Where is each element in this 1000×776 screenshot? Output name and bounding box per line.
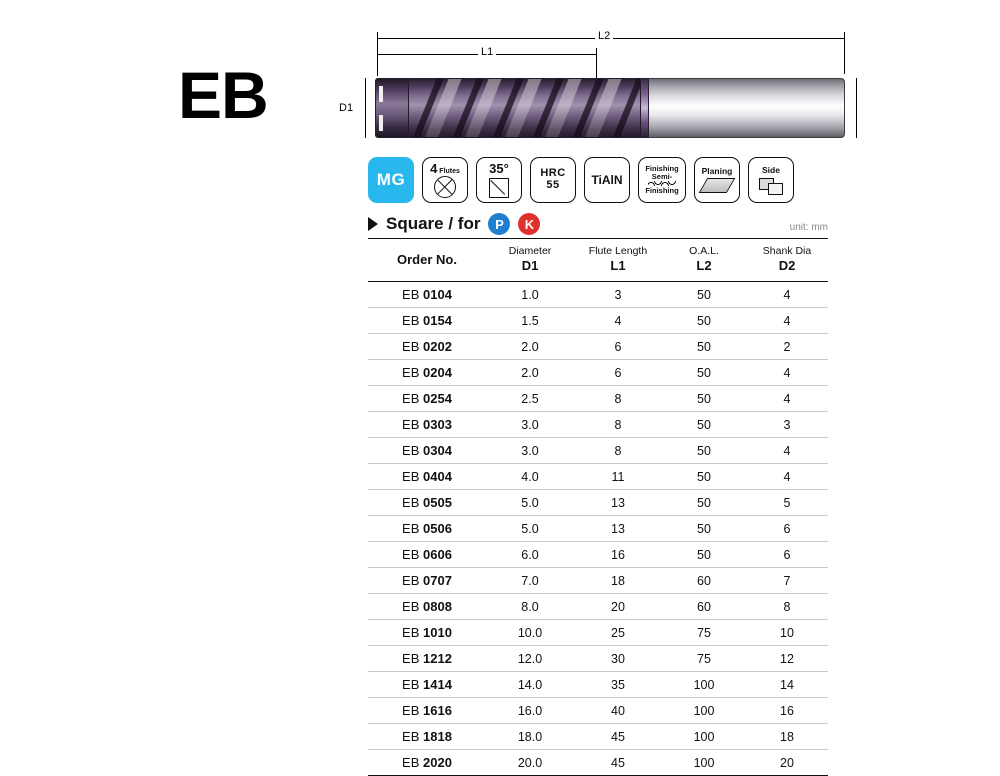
- l1-tick-right: [596, 48, 597, 82]
- cell-flute-length: 4: [574, 308, 662, 334]
- cell-flute-length: 30: [574, 646, 662, 672]
- cell-order-no: [368, 386, 486, 412]
- cell-diameter: 1.0: [486, 282, 574, 308]
- side-icon: [748, 157, 794, 203]
- material-badge-k: K: [518, 213, 540, 235]
- order-prefix: EB: [402, 729, 420, 745]
- cell-shank-dia: 4: [746, 282, 828, 308]
- cell-order-no: [368, 490, 486, 516]
- table-row: [368, 334, 828, 360]
- planing-label: Planing: [701, 165, 733, 176]
- cell-order-no: [368, 542, 486, 568]
- cell-flute-length: 35: [574, 672, 662, 698]
- tool-drawing: [330, 20, 850, 155]
- table-row: [368, 516, 828, 542]
- cell-flute-length: 20: [574, 594, 662, 620]
- cell-shank-dia: 6: [746, 542, 828, 568]
- material-badge-p: P: [488, 213, 510, 235]
- order-prefix: EB: [402, 287, 420, 303]
- order-prefix: EB: [402, 677, 420, 693]
- table-row: [368, 594, 828, 620]
- cell-order-no: [368, 412, 486, 438]
- cell-diameter: 4.0: [486, 464, 574, 490]
- cell-order-no: [368, 464, 486, 490]
- table-row: [368, 542, 828, 568]
- order-prefix: EB: [402, 443, 420, 459]
- order-prefix: EB: [402, 651, 420, 667]
- table-row: [368, 490, 828, 516]
- header-flute-length: [574, 239, 662, 282]
- order-code: 0404: [423, 469, 452, 485]
- cell-diameter: 16.0: [486, 698, 574, 724]
- shank: [645, 78, 845, 138]
- table-row: [368, 386, 828, 412]
- flute-body: [405, 78, 641, 138]
- table-row: [368, 282, 828, 308]
- order-code: 0606: [423, 547, 452, 563]
- cell-shank-dia: 5: [746, 490, 828, 516]
- unit-note: unit: mm: [789, 222, 828, 233]
- feature-icon-row: [368, 157, 794, 203]
- order-code: 0254: [423, 391, 452, 407]
- order-code: 2020: [423, 755, 452, 771]
- header-oal-code: L2: [696, 258, 712, 274]
- cell-flute-length: 8: [574, 412, 662, 438]
- finishing-label-1: Finishing: [645, 163, 679, 173]
- cell-oal: 50: [662, 412, 746, 438]
- cell-flute-length: 13: [574, 490, 662, 516]
- order-prefix: EB: [402, 547, 420, 563]
- cell-order-no: [368, 724, 486, 750]
- table-row: [368, 724, 828, 750]
- header-shank-dia-top: Shank Dia: [762, 245, 812, 257]
- cell-flute-length: 18: [574, 568, 662, 594]
- l1-label: L1: [478, 46, 496, 58]
- cell-shank-dia: 14: [746, 672, 828, 698]
- order-prefix: EB: [402, 625, 420, 641]
- cell-diameter: 5.0: [486, 490, 574, 516]
- cell-flute-length: 45: [574, 750, 662, 776]
- cell-diameter: 3.0: [486, 438, 574, 464]
- order-code: 0104: [423, 287, 452, 303]
- cell-oal: 50: [662, 464, 746, 490]
- finishing-label-2: Semi-: [651, 171, 673, 181]
- cell-shank-dia: 18: [746, 724, 828, 750]
- header-order-no: Order No.: [368, 239, 486, 282]
- cell-order-no: [368, 568, 486, 594]
- cell-diameter: 18.0: [486, 724, 574, 750]
- planing-glyph-icon: [699, 178, 736, 193]
- order-prefix: EB: [402, 755, 420, 771]
- flute-cross-section-icon: [434, 176, 456, 198]
- finishing-icon: [638, 157, 686, 203]
- table-row: [368, 620, 828, 646]
- mg-badge-label: MG: [376, 170, 406, 190]
- header-flute-length-code: L1: [610, 258, 626, 274]
- hardness-icon: [530, 157, 576, 203]
- d1-dimension-line: [365, 78, 366, 138]
- table-row: [368, 568, 828, 594]
- cell-flute-length: 45: [574, 724, 662, 750]
- cell-order-no: [368, 308, 486, 334]
- cell-flute-length: 13: [574, 516, 662, 542]
- table-row: [368, 646, 828, 672]
- order-code: 1818: [423, 729, 452, 745]
- cell-oal: 75: [662, 620, 746, 646]
- order-prefix: EB: [402, 495, 420, 511]
- cell-oal: 100: [662, 672, 746, 698]
- coating-label: TiAlN: [591, 172, 623, 187]
- cell-diameter: 2.5: [486, 386, 574, 412]
- cell-shank-dia: 3: [746, 412, 828, 438]
- d1-label: D1: [336, 102, 356, 114]
- table-header-row: [368, 239, 828, 282]
- order-prefix: EB: [402, 313, 420, 329]
- order-prefix: EB: [402, 365, 420, 381]
- cell-order-no: [368, 594, 486, 620]
- hardness-value: 55: [546, 179, 560, 191]
- header-diameter: [486, 239, 574, 282]
- table-row: [368, 412, 828, 438]
- cell-flute-length: 25: [574, 620, 662, 646]
- l2-label: L2: [595, 30, 613, 42]
- cell-oal: 100: [662, 724, 746, 750]
- header-oal: [662, 239, 746, 282]
- header-oal-top: O.A.L.: [689, 245, 719, 257]
- cell-oal: 100: [662, 698, 746, 724]
- flutes-icon: [422, 157, 468, 203]
- l2-tick-right: [844, 32, 845, 74]
- cell-order-no: [368, 620, 486, 646]
- order-prefix: EB: [402, 573, 420, 589]
- order-prefix: EB: [402, 469, 420, 485]
- cell-shank-dia: 16: [746, 698, 828, 724]
- header-diameter-top: Diameter: [508, 245, 552, 257]
- order-code: 1212: [423, 651, 452, 667]
- order-code: 0707: [423, 573, 452, 589]
- triangle-bullet-icon: [368, 217, 378, 231]
- cell-shank-dia: 6: [746, 516, 828, 542]
- cell-diameter: 1.5: [486, 308, 574, 334]
- cell-oal: 100: [662, 750, 746, 776]
- order-code: 0204: [423, 365, 452, 381]
- cell-diameter: 2.0: [486, 334, 574, 360]
- cell-shank-dia: 12: [746, 646, 828, 672]
- order-prefix: EB: [402, 391, 420, 407]
- order-code: 0505: [423, 495, 452, 511]
- cell-diameter: 2.0: [486, 360, 574, 386]
- order-prefix: EB: [402, 339, 420, 355]
- cell-order-no: [368, 672, 486, 698]
- coating-icon: [584, 157, 630, 203]
- cell-oal: 50: [662, 490, 746, 516]
- header-shank-dia: [746, 239, 828, 282]
- end-mill-illustration: [375, 78, 845, 138]
- cell-order-no: [368, 516, 486, 542]
- cell-order-no: [368, 698, 486, 724]
- section-title: Square / for: [386, 214, 481, 233]
- order-code: 1010: [423, 625, 452, 641]
- hardness-unit: HRC: [540, 167, 566, 180]
- cell-diameter: 20.0: [486, 750, 574, 776]
- mg-badge-icon: [368, 157, 414, 203]
- cell-oal: 50: [662, 334, 746, 360]
- cell-oal: 50: [662, 386, 746, 412]
- cell-diameter: 5.0: [486, 516, 574, 542]
- cell-flute-length: 40: [574, 698, 662, 724]
- flutes-label: Flutes: [439, 167, 460, 175]
- specification-table: [368, 238, 828, 776]
- cell-shank-dia: 4: [746, 386, 828, 412]
- order-prefix: EB: [402, 599, 420, 615]
- table-row: [368, 464, 828, 490]
- cell-oal: 50: [662, 516, 746, 542]
- cell-oal: 50: [662, 308, 746, 334]
- cell-shank-dia: 4: [746, 438, 828, 464]
- cell-order-no: [368, 438, 486, 464]
- cell-order-no: [368, 282, 486, 308]
- order-code: 0808: [423, 599, 452, 615]
- d2-dimension-line: [856, 78, 857, 138]
- header-shank-dia-code: D2: [778, 258, 796, 274]
- section-heading: [368, 213, 540, 235]
- cell-order-no: [368, 334, 486, 360]
- helix-angle-label: 35°: [489, 161, 509, 177]
- cell-flute-length: 11: [574, 464, 662, 490]
- cell-flute-length: 6: [574, 334, 662, 360]
- cell-shank-dia: 7: [746, 568, 828, 594]
- cell-flute-length: 8: [574, 438, 662, 464]
- cell-diameter: 12.0: [486, 646, 574, 672]
- table-row: [368, 698, 828, 724]
- table-row: [368, 360, 828, 386]
- cell-oal: 60: [662, 594, 746, 620]
- order-prefix: EB: [402, 703, 420, 719]
- cell-diameter: 3.0: [486, 412, 574, 438]
- cell-diameter: 10.0: [486, 620, 574, 646]
- cell-order-no: [368, 646, 486, 672]
- cell-diameter: 6.0: [486, 542, 574, 568]
- cell-shank-dia: 4: [746, 360, 828, 386]
- order-code: 0304: [423, 443, 452, 459]
- order-code: 0202: [423, 339, 452, 355]
- cell-flute-length: 16: [574, 542, 662, 568]
- order-code: 1414: [423, 677, 452, 693]
- header-diameter-code: D1: [521, 258, 539, 274]
- cell-oal: 50: [662, 360, 746, 386]
- helix-angle-icon: [476, 157, 522, 203]
- series-title: EB: [178, 58, 268, 132]
- order-code: 1616: [423, 703, 452, 719]
- table-row: [368, 308, 828, 334]
- order-prefix: EB: [402, 521, 420, 537]
- cell-order-no: [368, 750, 486, 776]
- table-row: [368, 750, 828, 776]
- cell-oal: 50: [662, 438, 746, 464]
- order-code: 0506: [423, 521, 452, 537]
- cell-flute-length: 8: [574, 386, 662, 412]
- cell-diameter: 8.0: [486, 594, 574, 620]
- side-label: Side: [762, 165, 780, 176]
- planing-icon: [694, 157, 740, 203]
- cell-shank-dia: 8: [746, 594, 828, 620]
- table-row: [368, 438, 828, 464]
- cell-diameter: 14.0: [486, 672, 574, 698]
- l1-tick-left: [377, 48, 378, 76]
- cell-shank-dia: 2: [746, 334, 828, 360]
- cell-oal: 50: [662, 542, 746, 568]
- finishing-label-3: Finishing: [645, 186, 679, 196]
- order-prefix: EB: [402, 417, 420, 433]
- table-row: [368, 672, 828, 698]
- cell-shank-dia: 4: [746, 464, 828, 490]
- flutes-count: 4: [430, 160, 438, 176]
- cell-shank-dia: 4: [746, 308, 828, 334]
- cell-flute-length: 6: [574, 360, 662, 386]
- cell-oal: 60: [662, 568, 746, 594]
- side-glyph-icon: [759, 178, 783, 194]
- cell-diameter: 7.0: [486, 568, 574, 594]
- cell-order-no: [368, 360, 486, 386]
- angle-glyph-icon: [489, 178, 509, 198]
- order-code: 0154: [423, 313, 452, 329]
- cell-oal: 50: [662, 282, 746, 308]
- cell-shank-dia: 20: [746, 750, 828, 776]
- order-code: 0303: [423, 417, 452, 433]
- cell-shank-dia: 10: [746, 620, 828, 646]
- cutting-tip: [375, 78, 409, 138]
- header-flute-length-top: Flute Length: [588, 245, 648, 257]
- cell-oal: 75: [662, 646, 746, 672]
- table-body: [368, 282, 828, 776]
- cell-flute-length: 3: [574, 282, 662, 308]
